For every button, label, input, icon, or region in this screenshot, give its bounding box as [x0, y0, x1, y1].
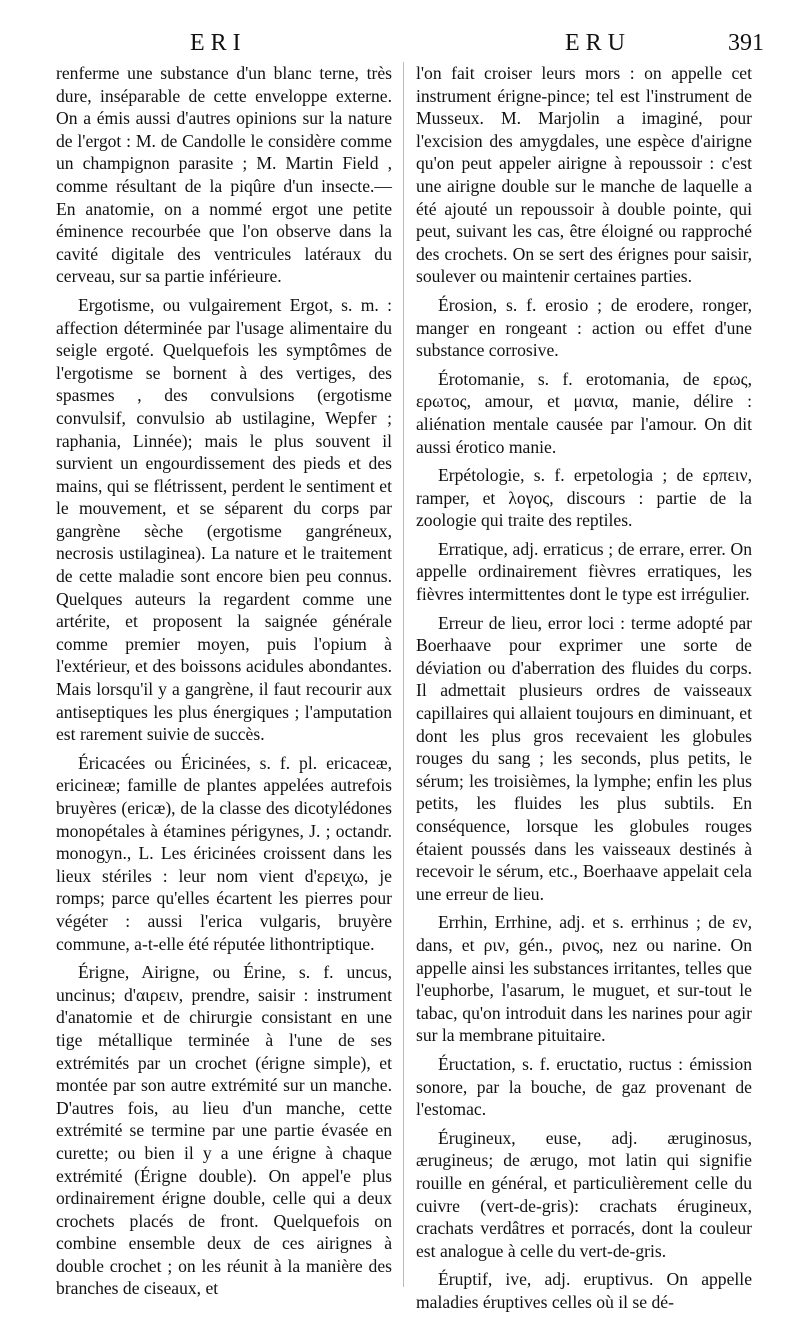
dictionary-entry: Érugineux, euse, adj. æruginosus, ærugineus; de ærugo, mot latin qui signifie rouille en général, et particulièrement celle du cuivre (vert-de-gris): crachats érugineux, crachats verdâtres et porracés, dont la couleur est analogue à celle du vert-de-gris. [416, 1127, 752, 1261]
right-column [416, 62, 752, 1319]
dictionary-entry: Erpétologie, s. f. erpetologia ; de ερπειν, ramper, et λογος, discours : partie de la zoologie qui traite des reptiles. [416, 465, 752, 531]
dictionary-entry: Erreur de lieu, error loci : terme adopté par Boerhaave pour exprimer une sorte de déviation ou d'aberration des fluides du corps. Il admettait plusieurs ordres de vaisseaux capillaires qui allaient toujours en diminuant, et dont les plus gros recevaient les globules rouges du sang ; les seconds, plus petits, le sérum; les troisièmes, la lymphe; enfin les plus petits, les fluides les plus subtils. En conséquence, lorsque les globules rouges étaient poussés dans les vaisseaux destinés à recevoir le sérum, etc., Boerhaave appelait cela une erreur de lieu. [416, 612, 752, 904]
running-head-right: ERU [565, 30, 631, 56]
dictionary-entry: Éricacées ou Éricinées, s. f. pl. ericaceæ, ericineæ; famille de plantes appelées autrefois bruyères (ericæ), de la classe des dicotylédones monopétales à étamines périgynes, J. ; octandr. monogyn., L. Les éricinées croissent dans les lieux stériles : leur nom vient d'ερειχω, je romps; parce qu'elles écartent les pierres pour végéter : aussi l'erica vulgaris, bruyère commune, a-t-elle été réputée lithontriptique. [56, 752, 392, 954]
dictionary-entry: Erratique, adj. erraticus ; de errare, errer. On appelle ordinairement fièvres erratiques, les fièvres intermittentes dont le type est irrégulier. [416, 538, 752, 605]
dictionary-entry: Érotomanie, s. f. erotomania, de ερως, ερωτος, amour, et μανια, manie, délire : aliénation mentale causée par l'amour. On dit aussi érotico manie. [416, 368, 752, 457]
dictionary-entry: Ergotisme, ou vulgairement Ergot, s. m. : affection déterminée par l'usage alimentaire du seigle ergoté. Quelquefois les symptômes de l'ergotisme se bornent à des vertiges, des spasmes , des convulsions (ergotisme convulsif, convulsio ab ustilagine, Wepfer ; raphania, Linnée); mais le plus souvent il survient un engourdissement des pieds et des mains, qui se flétrissent, perdent le sentiment et le mouvement, et se séparent du corps par gangrène sèche (ergotisme gangréneux, necrosis ustilaginea). La nature et le traitement de cette maladie sont encore bien peu connus. Quelques auteurs la regardent comme une artérite, et proposent la saignée générale comme premier moyen, puis l'opium à l'extérieur, et des boissons acidules abondantes. Mais lorsqu'il y a gangrène, il faut recourir aux antiseptiques les plus énergiques ; l'amputation est rarement suivie de succès. [56, 294, 392, 745]
column-divider [403, 62, 404, 1287]
dictionary-entry: l'on fait croiser leurs mors : on appelle cet instrument érigne-pince; tel est l'instrument de Musseux. M. Marjolin a imaginé, pour l'excision des amygdales, une espèce d'airigne qu'on peut appeler airigne à repoussoir : c'est une airigne double sur le manche de laquelle a été ajouté un repoussoir à double pointe, qui peut, suivant les cas, être éloigné ou rapproché des crochets. On se sert des érignes pour saisir, soulever ou maintenir certaines parties. [416, 63, 752, 287]
dictionary-entry: Errhin, Errhine, adj. et s. errhinus ; de εν, dans, et ριν, gén., ρινος, nez ou narine. On appelle ainsi les substances irritantes, telles que l'euphorbe, l'asarum, le muguet, et sur-tout le tabac, qu'on introduit dans les narines pour agir sur la membrane pituitaire. [416, 912, 752, 1046]
running-head-left: ERI [190, 30, 247, 56]
dictionary-entry: Éructation, s. f. eructatio, ructus : émission sonore, par la bouche, de gaz provenant de l'estomac. [416, 1053, 752, 1120]
left-column [56, 62, 392, 1306]
page-header [0, 10, 800, 58]
page-number: 391 [728, 30, 764, 56]
dictionary-entry: Éruptif, ive, adj. eruptivus. On appelle maladies éruptives celles où il se dé- [416, 1269, 752, 1312]
dictionary-entry: Érosion, s. f. erosio ; de erodere, ronger, manger en rongeant : action ou effet d'une substance corrosive. [416, 294, 752, 361]
dictionary-entry: Érigne, Airigne, ou Érine, s. f. uncus, uncinus; d'αιρειν, prendre, saisir : instrument d'anatomie et de chirurgie consistant en une tige métallique terminée à l'une de ses extrémités par un crochet (érigne simple), et montée par son autre extrémité sur un manche. D'autres fois, au lieu d'un manche, cette extrémité se termine par une partie évasée en curette; ou bien il y a une érigne à chaque extrémité (Érigne double). On appel'e plus ordinairement érigne double, celle qui a deux crochets placés de front. Quelquefois on combine ensemble deux de ces airignes à double crochet ; on les réunit à la manière des branches de ciseaux, et [56, 962, 392, 1299]
dictionary-entry: renferme une substance d'un blanc terne, très dure, inséparable de cette enveloppe externe. On a émis aussi d'autres opinions sur la nature de l'ergot : M. de Candolle le considère comme un champignon parasite ; M. Martin Field , comme résultant de la piqûre d'un insecte.— En anatomie, on a nommé ergot une petite éminence recourbée que l'on observe dans la cavité digitale des ventricules latéraux du cerveau, sur sa partie inférieure. [56, 63, 392, 287]
